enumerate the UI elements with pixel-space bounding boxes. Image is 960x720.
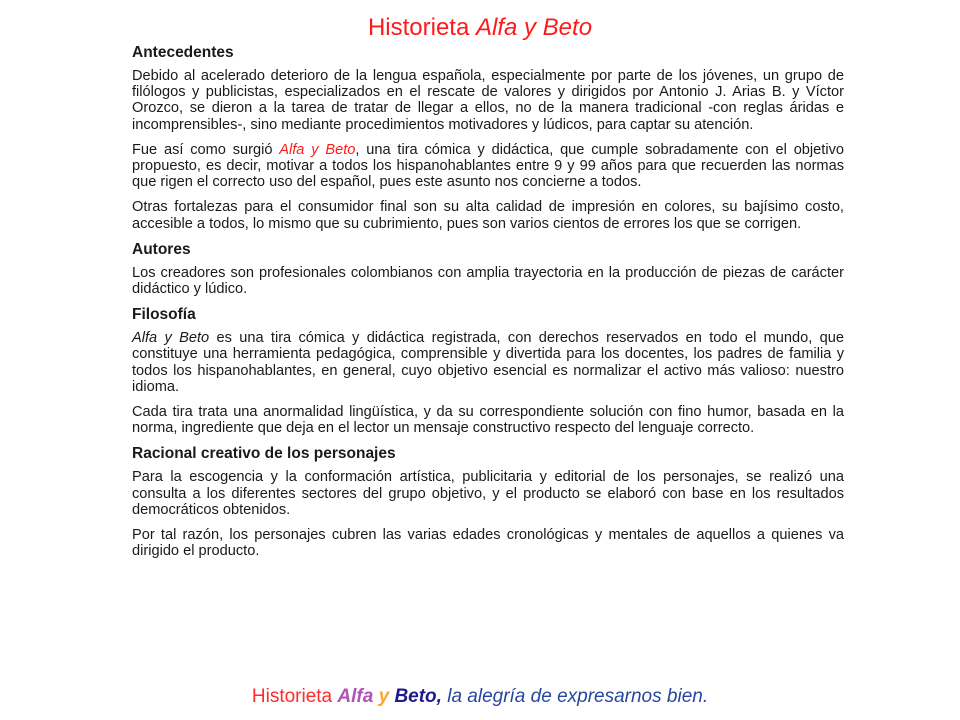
section-heading: Autores xyxy=(132,240,191,258)
section-antecedentes xyxy=(132,44,844,232)
text-span: , una tira cómica y didáctica, que cumple sobradamente con el objetivo propuesto, es decir, motivar a todos los hispanohablantes entre 9 y 99 años para que recuerden las normas que rigen el correcto uso del español, pues este asunto nos concierne a todos. xyxy=(132,141,844,191)
section-racional xyxy=(132,445,844,559)
footer-y: y xyxy=(373,686,395,707)
paragraph: Debido al acelerado deterioro de la lengua española, especialmente por parte de los jóvenes, un grupo de filólogos y publicistas, especializados en el rescate de valores y dirigidos por Antonio J. Arias B. y Víctor Orozco, se dieron a la tarea de tratar de llegar a ellos, no de la manera tradicional -con reglas áridas e incomprensibles-, sino mediante procedimientos motivadores y lúdicos, para captar su atención. xyxy=(132,68,844,133)
paragraph: Los creadores son profesionales colombianos con amplia trayectoria en la producción de piezas de carácter didáctico y lúdico. xyxy=(132,264,844,298)
section-autores xyxy=(132,241,844,297)
highlight-alfa-y-beto: Alfa y Beto xyxy=(279,141,356,158)
section-heading: Racional creativo de los personajes xyxy=(132,445,396,463)
italic-alfa-y-beto: Alfa y Beto xyxy=(132,330,210,347)
paragraph: Cada tira trata una anormalidad lingüística, y da su correspondiente solución con fino humor, basada en la norma, ingrediente que deja en el lector un mensaje constructivo respecto del lenguaje correcto. xyxy=(132,404,844,437)
section-heading: Antecedentes xyxy=(132,44,234,61)
document-body xyxy=(132,44,844,568)
footer-alfa: Alfa xyxy=(337,686,374,707)
section-filosofia xyxy=(132,306,844,436)
footer-historieta: Historieta xyxy=(251,686,338,707)
text-span: es una tira cómica y didáctica registrada, con derechos reservados en todo el mundo, que constituye una herramienta pedagógica, comprensible y divertida para los docentes, los padres de familia y todos los hispanohablantes, en general, cuyo objetivo esencial es normalizar el activo más valioso: nuestro idioma. xyxy=(132,330,845,395)
footer-slogan xyxy=(0,686,960,708)
title-name: Alfa y Beto xyxy=(475,14,593,41)
paragraph: Otras fortalezas para el consumidor final son su alta calidad de impresión en colores, su bajísimo costo, accesible a todos, lo mismo que su cubrimiento, pues son varios cientos de errores los que se corrigen. xyxy=(132,199,844,232)
paragraph: Por tal razón, los personajes cubren las varias edades cronológicas y mentales de aquellos a quienes va dirigido el producto. xyxy=(132,527,844,560)
footer-tagline: la alegría de expresarnos bien. xyxy=(441,686,709,707)
paragraph xyxy=(132,330,844,395)
title-prefix: Historieta xyxy=(367,14,476,41)
section-heading: Filosofía xyxy=(132,306,196,324)
paragraph: Para la escogencia y la conformación artística, publicitaria y editorial de los personajes, se realizó una consulta a los diferentes sectores del grupo objetivo, y el producto se elaboró con base en los resultados democráticos obtenidos. xyxy=(132,469,844,518)
footer-beto: Beto, xyxy=(394,686,442,707)
paragraph xyxy=(132,142,844,191)
page-title xyxy=(0,14,960,42)
text-span: Fue así como surgió xyxy=(132,141,280,158)
